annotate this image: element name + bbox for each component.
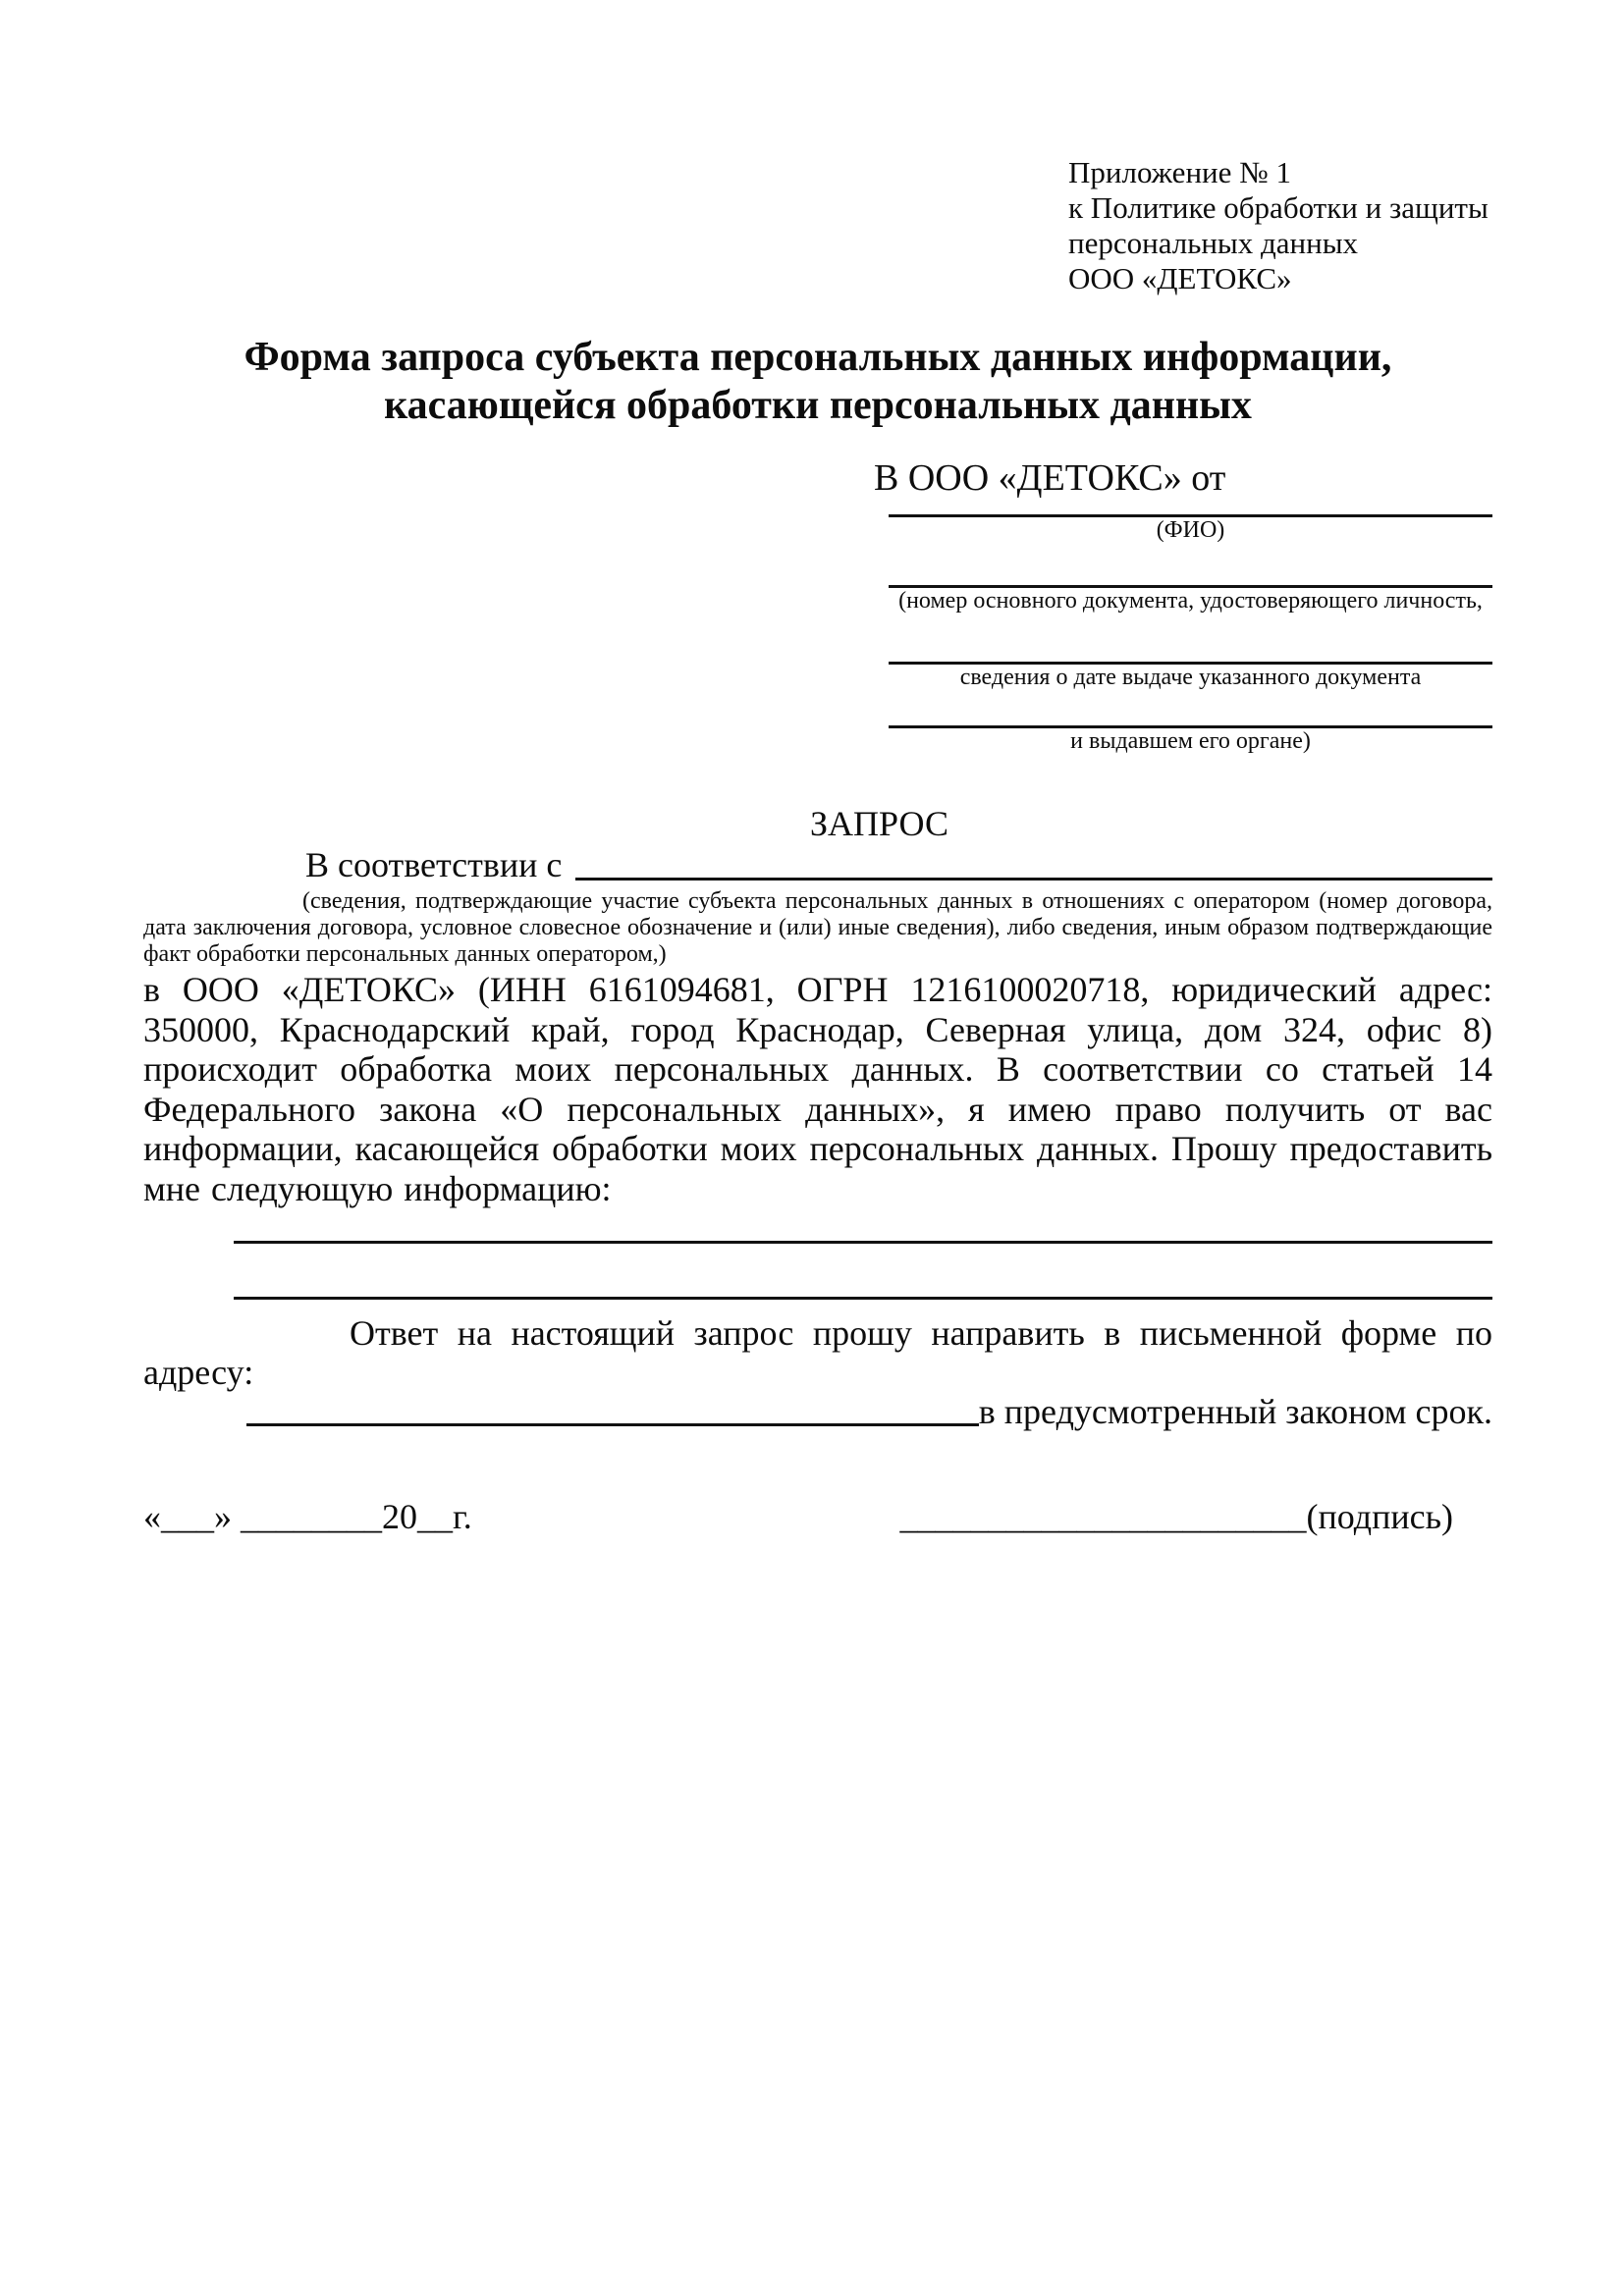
issue-date-field: [889, 648, 1492, 691]
issuing-authority-blank-line: [889, 712, 1492, 728]
reply-sentence: Ответ на настоящий запрос прошу направить в письменной форме по адресу:: [143, 1313, 1492, 1392]
address-blank-line: [246, 1394, 979, 1426]
signature-blank-line: _______________________: [899, 1497, 1307, 1536]
signature-block: [900, 1496, 1453, 1537]
appendix-line-4: ООО «ДЕТОКС»: [1068, 261, 1292, 295]
title-line-2: касающейся обработки персональных данных: [384, 383, 1252, 428]
document-title: [143, 334, 1492, 430]
fio-caption: (ФИО): [1156, 517, 1225, 543]
reply-tail-text: в предусмотренный законом срок.: [978, 1392, 1492, 1431]
fio-field: [889, 501, 1492, 544]
addressee-line: В ООО «ДЕТОКС» от: [874, 457, 1226, 499]
document-number-blank-line: [889, 571, 1492, 588]
appendix-line-1: Приложение № 1: [1068, 155, 1291, 189]
document-number-caption: (номер основного документа, удостоверяющего личность,: [898, 588, 1483, 614]
address-line: [143, 1392, 1492, 1431]
document-number-field: [889, 571, 1492, 614]
info-blank-line-1: [234, 1208, 1492, 1244]
signature-row: [143, 1496, 1492, 1537]
info-blank-line-2: [234, 1244, 1492, 1300]
date-line: «___» ________20__г.: [143, 1497, 472, 1536]
appendix-line-2: к Политике обработки и защиты: [1068, 190, 1489, 225]
request-body-text: в ООО «ДЕТОКС» (ИНН 6161094681, ОГРН 1216100020718, юридический адрес: 350000, Краснодарский край, город Краснодар, Северная улица, дом 324, офис 8) происходит обработка моих персональных данных. В соответствии со статьей 14 Федерального закона «О персональных данных», я имею право получить от вас информации, касающейся обработки моих персональных данных. Прошу предоставить мне следующую информацию:: [143, 970, 1492, 1208]
intro-blank-line: [575, 848, 1492, 881]
appendix-line-3: персональных данных: [1068, 226, 1359, 260]
fio-blank-line: [889, 501, 1492, 517]
signature-caption: (подпись): [1306, 1497, 1453, 1536]
issuing-authority-caption: и выдавшем его органе): [1070, 728, 1311, 754]
appendix-note: [1068, 155, 1492, 296]
intro-label: В соответствии с: [305, 845, 563, 884]
intro-line: [143, 843, 1492, 886]
footnote-text: (сведения, подтверждающие участие субъекта персональных данных в отношениях с оператором (номер договора, дата заключения договора, условное словесное обозначение и (или) иные сведения), либо сведения, иным образом подтверждающие факт обработки персональных данных оператором,): [143, 888, 1492, 967]
issue-date-blank-line: [889, 648, 1492, 665]
title-line-1: Форма запроса субъекта персональных данных информации,: [244, 335, 1392, 380]
issue-date-caption: сведения о дате выдаче указанного документа: [959, 665, 1422, 690]
issuing-authority-field: [889, 712, 1492, 755]
request-heading: ЗАПРОС: [810, 804, 948, 843]
